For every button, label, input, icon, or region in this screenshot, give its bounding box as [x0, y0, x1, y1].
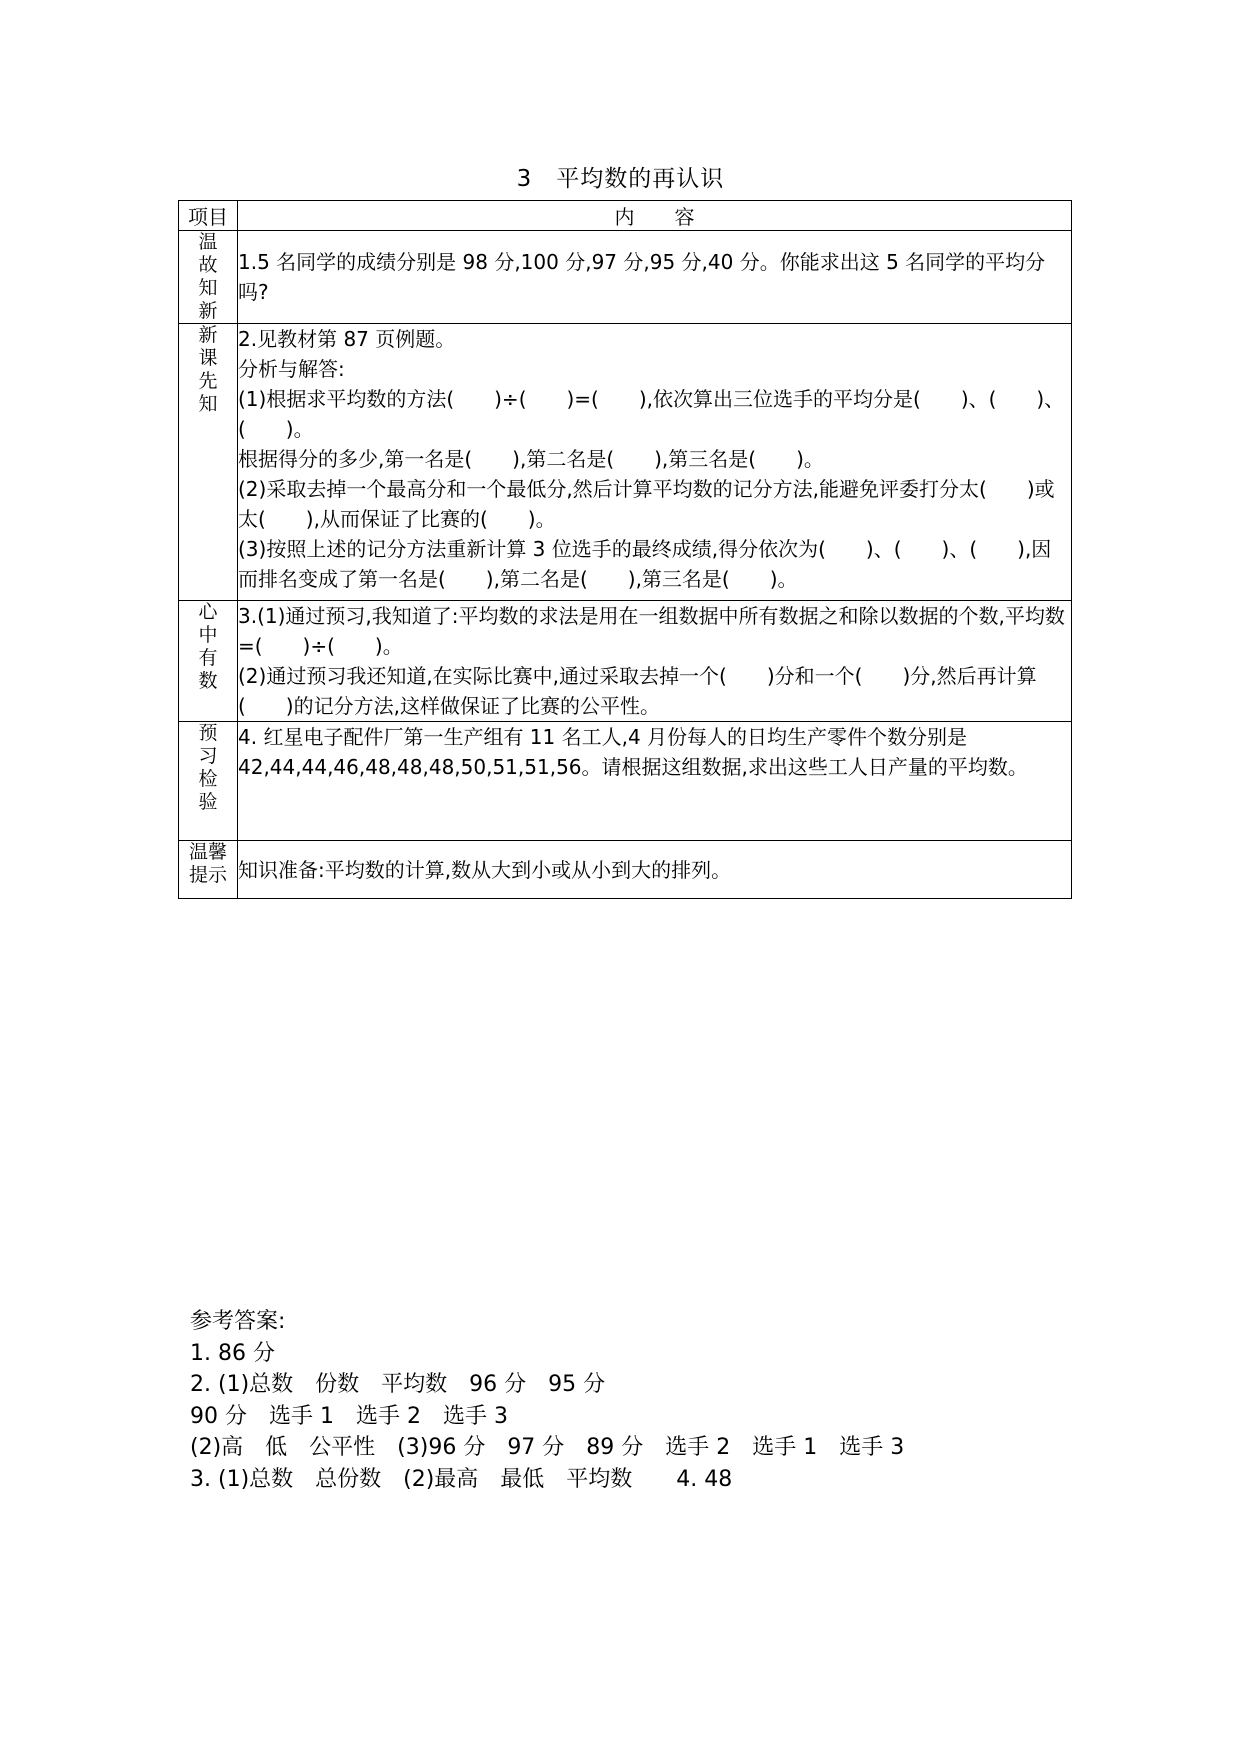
- question-2-part-1: (1)根据求平均数的方法( )÷( )=( ),依次算出三位选手的平均分是( )、( )、( )。: [238, 387, 1065, 441]
- row-label-review: [179, 231, 238, 324]
- question-1: 1.5 名同学的成绩分别是 98 分,100 分,97 分,95 分,40 分。你能求出这 5 名同学的平均分吗?: [238, 250, 1046, 304]
- table-row: [179, 841, 1072, 899]
- answer-line: 3. (1)总数 总份数 (2)最高 最低 平均数 4. 48: [190, 1466, 733, 1492]
- question-2-part-3: (3)按照上述的记分方法重新计算 3 位选手的最终成绩,得分依次为( )、( )、( ),因而排名变成了第一名是( ),第二名是( ),第三名是( )。: [238, 537, 1052, 591]
- label-char: 知: [198, 393, 218, 415]
- row-label-summary: [179, 601, 238, 722]
- label-char: 新: [198, 324, 218, 346]
- question-2: 2.见教材第 87 页例题。: [238, 327, 456, 351]
- table-row: [179, 601, 1072, 722]
- table-header-row: [179, 201, 1072, 231]
- header-item: 项目: [179, 201, 238, 231]
- label-char: 验: [198, 791, 218, 813]
- label-char: 知: [198, 277, 218, 299]
- label-char: 检: [198, 768, 218, 790]
- answer-line: 1. 86 分: [190, 1340, 275, 1366]
- label-word: 温馨: [188, 841, 227, 863]
- question-2-part-2: (2)采取去掉一个最高分和一个最低分,然后计算平均数的记分方法,能避免评委打分太( )或太( ),从而保证了比赛的( )。: [238, 477, 1055, 531]
- table-row: [179, 231, 1072, 324]
- answer-key: [190, 1306, 904, 1495]
- row-content-summary: [238, 601, 1072, 722]
- label-word: 提示: [188, 864, 227, 886]
- label-char: 新: [198, 300, 218, 322]
- answer-line: 2. (1)总数 份数 平均数 96 分 95 分: [190, 1372, 606, 1397]
- analysis-heading: 分析与解答:: [238, 357, 345, 381]
- row-content-new-lesson: [238, 324, 1072, 601]
- question-2-ranking: 根据得分的多少,第一名是( ),第二名是( ),第三名是( )。: [238, 447, 824, 471]
- row-label-tips: [179, 841, 238, 899]
- table-row: [179, 722, 1072, 841]
- page-title: 3 平均数的再认识: [516, 166, 725, 192]
- answer-line: 90 分 选手 1 选手 2 选手 3: [190, 1403, 508, 1429]
- label-char: 数: [198, 670, 218, 692]
- label-char: 有: [198, 647, 218, 669]
- row-label-check: [179, 722, 238, 841]
- row-content-review: [238, 231, 1072, 324]
- row-content-tips: [238, 841, 1072, 899]
- question-3-part-2: (2)通过预习我还知道,在实际比赛中,通过采取去掉一个( )分和一个( )分,然后再计算( )的记分方法,这样做保证了比赛的公平性。: [238, 664, 1037, 718]
- question-4: 4. 红星电子配件厂第一生产组有 11 名工人,4 月份每人的日均生产零件个数分别是 42,44,44,46,48,48,48,50,51,51,56。请根据这组数据,求出这些工人日产量的平均数。: [238, 725, 1028, 779]
- label-char: 习: [198, 745, 218, 767]
- question-3-part-1: 3.(1)通过预习,我知道了:平均数的求法是用在一组数据中所有数据之和除以数据的个数,平均数=( )÷( )。: [238, 604, 1065, 658]
- label-char: 心: [198, 601, 218, 623]
- answer-heading: 参考答案:: [190, 1309, 286, 1334]
- label-char: 先: [198, 370, 218, 392]
- answer-line: (2)高 低 公平性 (3)96 分 97 分 89 分 选手 2 选手 1 选手 3: [190, 1435, 905, 1460]
- row-label-new-lesson: [179, 324, 238, 601]
- row-content-check: [238, 722, 1072, 841]
- table-row: [179, 324, 1072, 601]
- label-char: 故: [198, 254, 218, 276]
- label-char: 课: [198, 347, 218, 369]
- label-char: 温: [198, 231, 218, 253]
- header-content: 内 容: [238, 201, 1072, 231]
- tip-text: 知识准备:平均数的计算,数从大到小或从小到大的排列。: [238, 857, 732, 882]
- label-char: 预: [198, 722, 218, 744]
- label-char: 中: [198, 624, 218, 646]
- preview-table: [178, 200, 1072, 899]
